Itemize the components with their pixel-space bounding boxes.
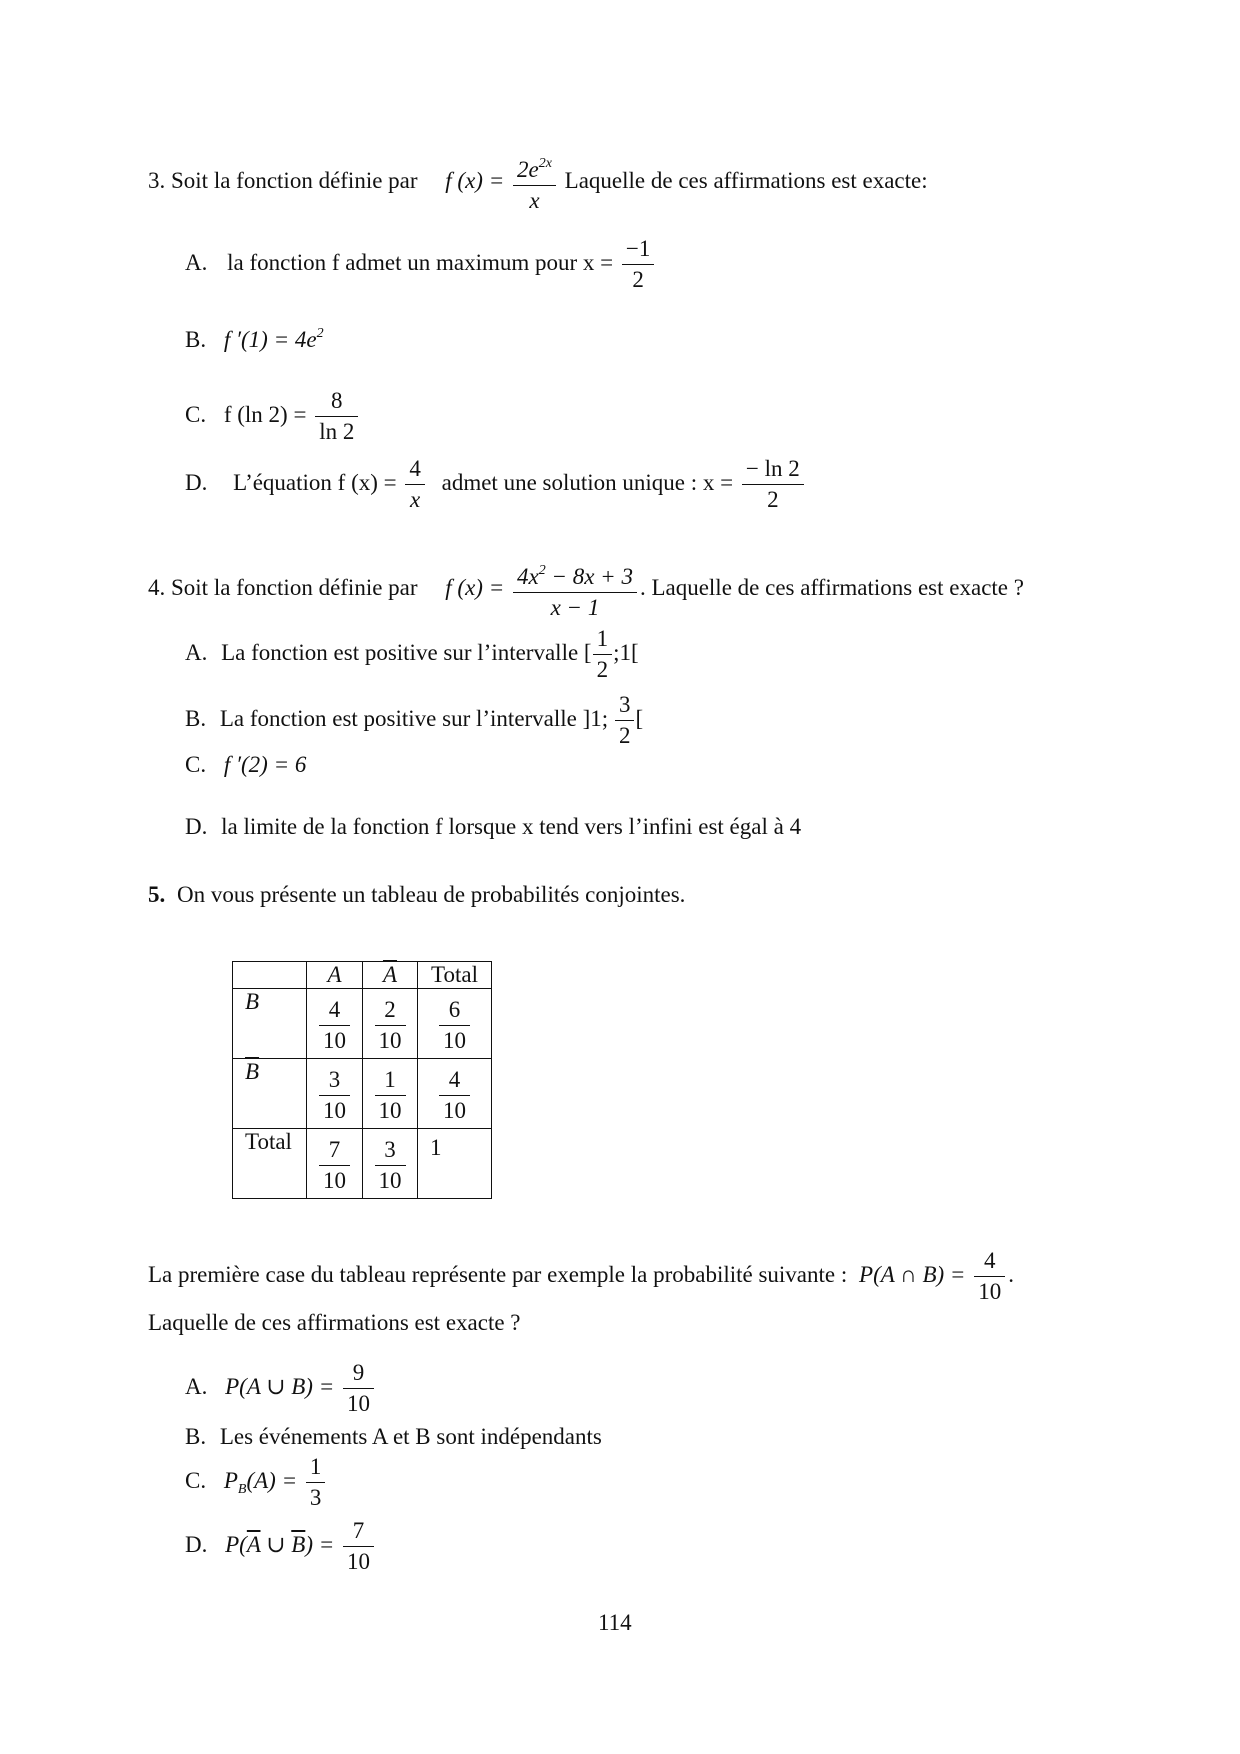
q3-option-a: A. la fonction f admet un maximum pour x = $\frac{-1}{2}$	[185, 234, 657, 295]
cell: $\frac{2}{10}$	[363, 989, 418, 1059]
joint-probability-table	[232, 961, 492, 1199]
row-label-b: B	[233, 989, 307, 1059]
table-header-row	[233, 962, 492, 989]
header-empty	[233, 962, 307, 989]
table-row	[233, 989, 492, 1059]
q4-option-a: A. La fonction est positive sur l’intervalle [ $\frac{1}{2}$ ;1[	[185, 626, 639, 682]
cell: $\frac{3}{10}$	[307, 1059, 363, 1129]
q5-example: La première case du tableau représente par exemple la probabilité suivante : P(A ∩ B) = $\frac{4}{10}$ .	[148, 1248, 1014, 1304]
page-number: 114	[598, 1610, 632, 1635]
cell: $\frac{4}{10}$	[307, 989, 363, 1059]
q5-option-d: D. $P(\overline{A}$ ∪ $\overline{B}$) = $\frac{7}{10}$	[185, 1516, 377, 1577]
cell: $\frac{6}{10}$	[418, 989, 492, 1059]
cell: $\frac{1}{10}$	[363, 1059, 418, 1129]
q5-option-b: B. Les événements A et B sont indépendants	[185, 1424, 602, 1449]
q3-fraction: $\frac{2e^{2x}}{x}$	[513, 149, 556, 216]
q3-option-b: B. f $'(1) = 4e^2$	[185, 326, 324, 352]
header-total: Total	[418, 962, 492, 989]
q5-option-a: A. P(A ∪ B) = $\frac{9}{10}$	[185, 1358, 377, 1419]
q5-option-c: C. $P_B(A)$ = $\frac{1}{3}$	[185, 1452, 328, 1513]
q4-statement: 4. Soit la fonction définie par f (x) = $\frac{4x^2 - 8x + 3}{x - 1}$ . Laquelle de ces affirmations est exacte ?	[148, 556, 1024, 623]
q5-question: Laquelle de ces affirmations est exacte ?	[148, 1310, 521, 1335]
cell: $\frac{7}{10}$	[307, 1129, 363, 1199]
header-not-a: $\overline{A}$	[363, 962, 418, 989]
header-a: A	[307, 962, 363, 989]
cell: $\frac{4}{10}$	[418, 1059, 492, 1129]
row-label-not-b: $\overline{B}$	[233, 1059, 307, 1129]
q3-statement: 3. Soit la fonction définie par f (x) = $\frac{2e^{2x}}{x}$ Laquelle de ces affirmations est exacte:	[148, 149, 928, 216]
table-row	[233, 1129, 492, 1199]
cell-total: 1	[418, 1129, 492, 1199]
q4-option-b: B. La fonction est positive sur l’intervalle ]1; $\frac{3}{2}$ [	[185, 692, 644, 748]
q4-option-d: D. la limite de la fonction f lorsque x tend vers l’infini est égal à 4	[185, 814, 802, 839]
cell: $\frac{3}{10}$	[363, 1129, 418, 1199]
row-label-total: Total	[233, 1129, 307, 1199]
q3-option-c: C. f (ln 2) = $\frac{8}{\ln 2}$	[185, 386, 361, 447]
table-row	[233, 1059, 492, 1129]
q5-intro: 5. On vous présente un tableau de probabilités conjointes.	[148, 882, 686, 907]
q4-option-c: C. f ′(2) = 6	[185, 752, 307, 777]
q4-fraction: $\frac{4x^2 - 8x + 3}{x - 1}$	[513, 556, 637, 623]
q3-option-d: D. L’équation f (x) = $\frac{4}{x}$ admet une solution unique : x = $\frac{- \ln 2}{2}$	[185, 454, 807, 515]
